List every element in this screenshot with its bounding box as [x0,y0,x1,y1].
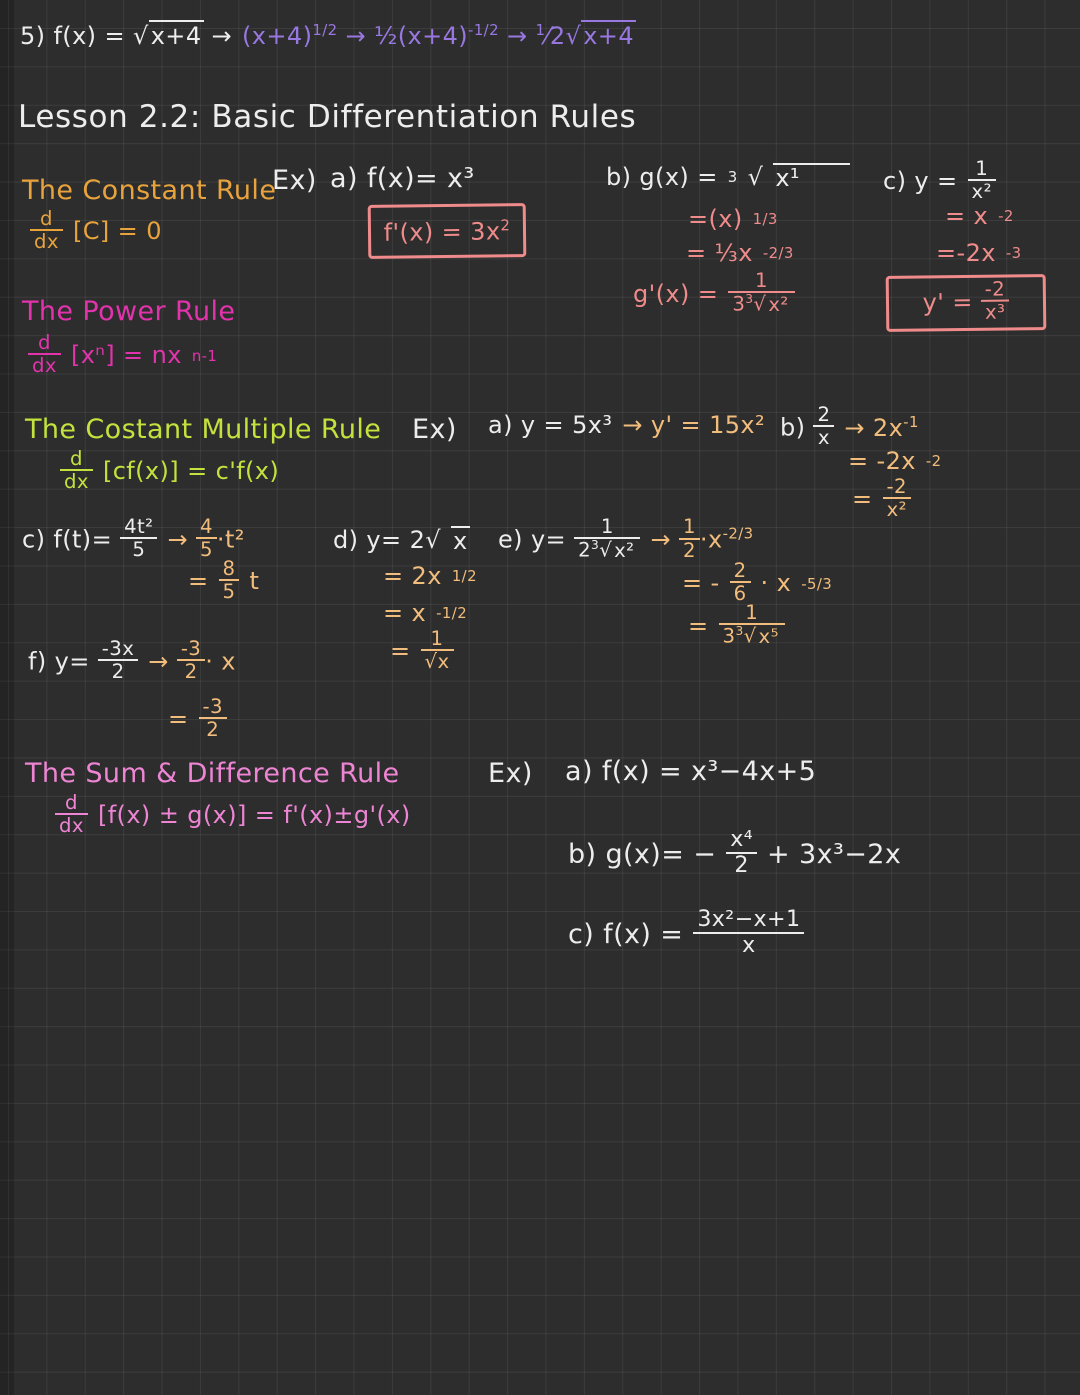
example2c-step1: → $\frac{4}{5}$ ·t² [167,515,245,562]
example2b-step1: → $2x^{-1}$ [844,412,919,442]
recap-derivative-steps: $(x+4)^{1/2}$ → $\frac{1}{2}(x+4)^{-1/2}$ → $^1$⁄2√x+4 [242,21,634,50]
example2e-line [498,515,754,563]
example2c-line [22,515,245,563]
constant-rule-heading: The Constant Rule [22,175,277,206]
recap-problem: 5) f(x) = √x+4 → [20,21,233,50]
example1b-problem: b) g(x) = 3 √ x¹ [606,163,849,192]
example2a-answer: → y' = 15x² [622,411,766,439]
example1-label: Ex) [272,165,317,196]
example2a-problem: a) y = 5x³ [488,411,613,439]
power-rule-heading: The Power Rule [22,296,236,327]
example2-label: Ex) [412,414,457,445]
example2b-step3: = -2 x² [852,478,911,523]
example2e-problem: e) y= $\frac{1}{2^3√ x^2}$ [498,518,640,563]
example2c-problem: c) f(t)= $\frac{\text{4t²}}{5}$ [22,518,157,563]
example2b-step2: = -2x -2 [848,447,942,475]
example1c-problem: c) y = 1 x² [883,160,996,205]
example2f-step2: = -3 2 [168,698,227,743]
example1a-answer-box [368,203,527,259]
example1c-answer: y' = $\frac{-2}{\text{x³}}$ [922,280,1009,326]
example1a-problem: a) f(x)= x³ [330,163,475,194]
example2d-step3: = 1 √x [390,630,454,675]
example2f-problem: f) y= $\frac{-3x}{2}$ [28,640,138,685]
sum-difference-rule-formula: d dx [f(x) ± g(x)] = f'(x)±g'(x) [55,794,411,839]
example3a-problem: a) f(x) = x³−4x+5 [565,756,817,787]
example1c-answer-box [886,274,1047,332]
example2d-problem: d) y= 2√ x [333,526,468,555]
lesson-title: Lesson 2.2: Basic Differentiation Rules [18,99,637,135]
example2b-problem: b) $\frac{2}{x}$ [780,406,834,451]
example3-label: Ex) [488,758,533,789]
constant-multiple-rule-formula: d dx [cf(x)] = c'f(x) [60,450,279,495]
example2b-line [780,403,919,451]
example1b-step2: = ⅓x -2/3 [686,239,794,267]
example1c-step2: =-2x -3 [936,239,1022,267]
example1b-answer: g'(x) = 1 $3^3√$ x² [633,272,795,317]
sum-difference-rule-heading: The Sum & Difference Rule [25,758,400,789]
example1c-step1: = x -2 [945,202,1014,230]
example1b-step1: =(x) 1/3 [688,205,778,233]
example3b-problem: b) g(x)= − x⁴ 2 + 3x³−2x [568,826,902,878]
example2d-step1: = 2x 1/2 [383,562,477,590]
example3c-problem: c) f(x) = 3x²−x+1 x [568,910,804,960]
power-rule-formula: d dx [xⁿ] = nx n-1 [28,334,217,379]
example2d-step2: = x -1/2 [383,599,468,627]
example1a-answer: $f'(x) = 3x^2$ [383,215,511,247]
example2a-line [488,412,765,440]
example2f-step1: → $\frac{-3}{2}$ · x [148,637,236,684]
example2f-line [28,637,236,685]
example2e-step3: = 1 $3^3√$ x⁵ [688,604,785,649]
recap-line [20,22,636,51]
constant-rule-formula: d dx [C] = 0 [30,210,162,255]
constant-multiple-rule-heading: The Costant Multiple Rule [25,414,382,445]
example2e-step2: = - 2 6 · x -5/3 [682,559,833,606]
example2e-step1: → $\frac{1}{2}$ $\cdot x^{-2/3}$ [650,515,754,562]
example2c-step2: = 8 5 t [188,557,260,604]
